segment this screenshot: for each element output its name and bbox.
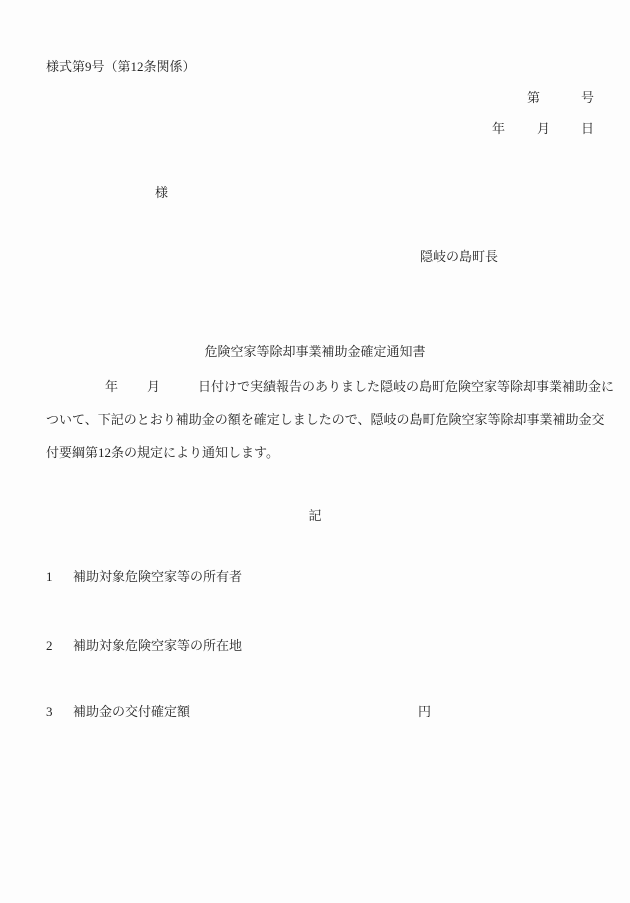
body-line1-month-label: 月	[147, 379, 161, 394]
doc-number-suffix: 号	[581, 90, 595, 105]
item-label: 補助対象危険空家等の所有者	[73, 569, 243, 584]
sender-title: 隠岐の島町長	[420, 249, 499, 264]
date-month-label: 月	[537, 121, 551, 136]
item-number: 1	[46, 569, 53, 584]
body-line1-text: 日付けで実績報告のありました隠岐の島町危険空家等除却事業補助金に	[198, 379, 615, 394]
item-label: 補助対象危険空家等の所在地	[73, 638, 243, 653]
body-line-3: 付要綱第12条の規定により通知します。	[46, 445, 279, 460]
body-line-2: ついて、下記のとおり補助金の額を確定しましたので、隠岐の島町危険空家等除却事業補助金交	[46, 412, 605, 427]
date-day-label: 日	[581, 121, 595, 136]
item-number: 2	[46, 638, 53, 653]
item-number: 3	[46, 704, 53, 719]
document-title: 危険空家等除却事業補助金確定通知書	[204, 344, 426, 359]
list-marker: 記	[308, 508, 322, 523]
doc-number-prefix: 第	[527, 90, 541, 105]
date-year-label: 年	[492, 121, 506, 136]
addressee-honorific: 様	[155, 185, 169, 200]
item-unit-yen: 円	[418, 704, 432, 719]
body-line1-year-label: 年	[105, 379, 119, 394]
form-number: 様式第9号（第12条関係）	[46, 59, 196, 74]
item-label: 補助金の交付確定額	[73, 704, 191, 719]
